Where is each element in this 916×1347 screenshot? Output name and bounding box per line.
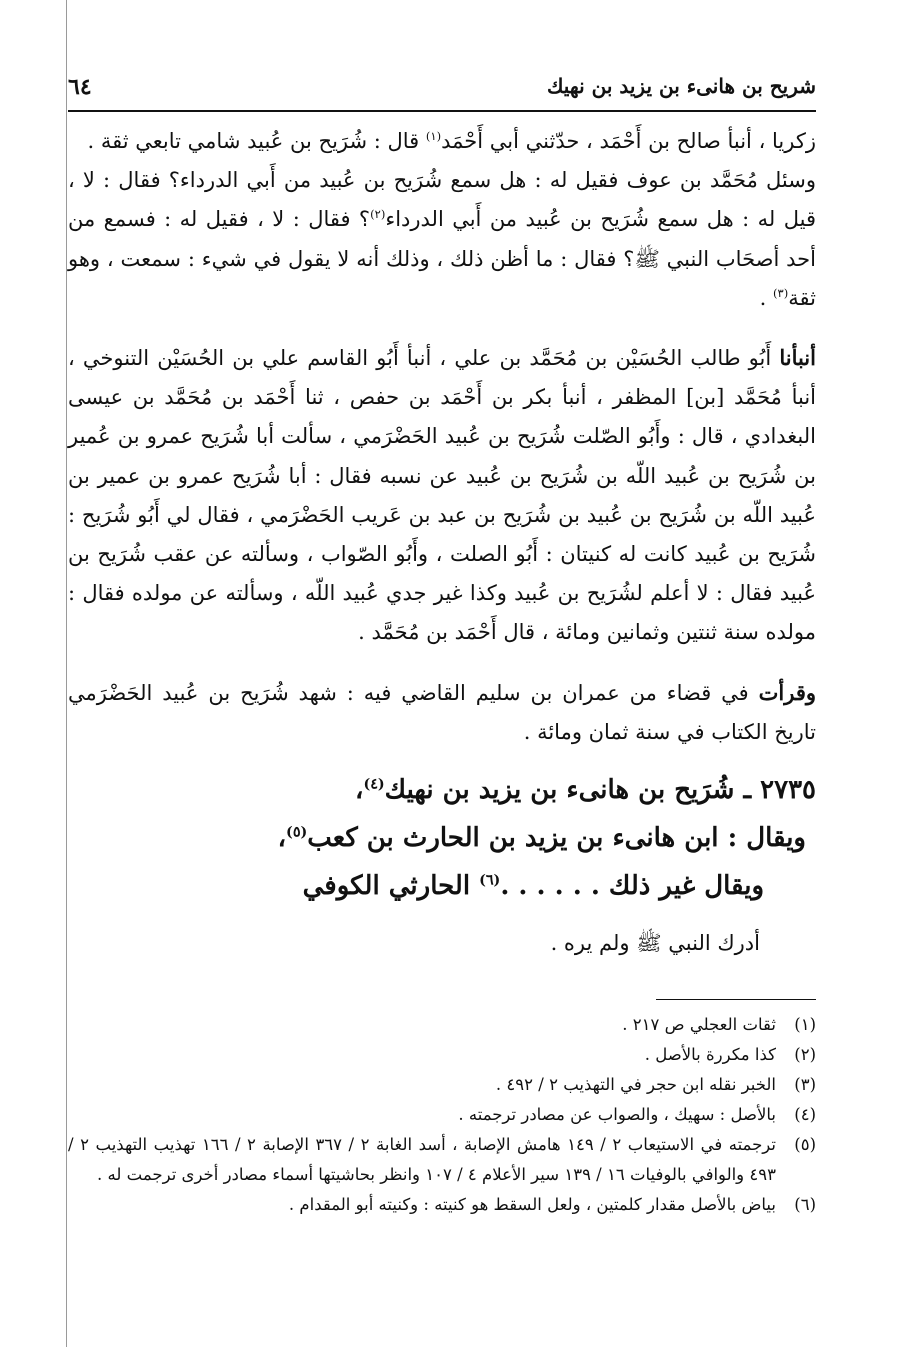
footnote-item [68, 1130, 816, 1190]
footnote-item [68, 1070, 816, 1100]
paragraph-4 [68, 673, 816, 752]
footnote-ref-5: (٥) [286, 824, 308, 841]
footnote-item [68, 1010, 816, 1040]
footnote-ref-2: (٢) [370, 207, 386, 222]
page-header [68, 70, 816, 112]
footnote-text: ثقات العجلي ص ٢١٧ . [622, 1015, 776, 1035]
entry-text: أدرك النبي ﷺ ولم يره . [550, 931, 760, 956]
footnote-number: (٢) [794, 1045, 816, 1065]
paragraph-3 [68, 338, 816, 653]
entry-nisba: الحارثي الكوفي [302, 871, 480, 902]
entry-heading-line-3 [68, 862, 816, 910]
book-page [68, 70, 816, 1220]
footnote-number: (٣) [794, 1075, 816, 1095]
footnote-ref-3: (٣) [773, 285, 789, 300]
footnote-number: (١) [794, 1015, 816, 1035]
page-number: ٦٤ [68, 74, 92, 100]
entry-line-3-text: ويقال غير ذلك . . . . . . [500, 871, 764, 902]
entry-line-1-end: ، [355, 775, 364, 806]
footnote-number: (٦) [794, 1195, 816, 1215]
footnote-number: (٤) [794, 1105, 816, 1125]
entry-heading-line-2 [68, 814, 816, 862]
footnote-text: بالأصل : سهيك ، والصواب عن مصادر ترجمته . [458, 1105, 776, 1125]
paragraph-4-lead: وقرأت [758, 679, 816, 705]
entry-heading-line-1 [68, 766, 816, 814]
paragraph-4-text: في قضاء من عمران بن سليم القاضي فيه : شهد شُرَيح بن عُبيد الحَضْرَمي تاريخ الكتاب في سنة ثمان ومائة . [68, 680, 816, 744]
footnote-text: ترجمته في الاستيعاب ٢ / ١٤٩ هامش الإصابة ، أسد الغابة ٢ / ٣٦٧ الإصابة ٢ / ١٦٦ تهذيب التهذيب ٢ / ٤٩٣ والوافي بالوفيات ١٦ / ١٣٩ سير الأعلام ٤ / ١٠٧ وانظر بحاشيتها أسماء مصادر أخرى ترجمت له . [68, 1135, 776, 1185]
footnote-text: بياض بالأصل مقدار كلمتين ، ولعل السقط هو كنيته : وكنيته أبو المقدام . [288, 1195, 776, 1215]
footnote-text: كذا مكررة بالأصل . [644, 1045, 776, 1065]
paragraph-3-lead: أنبأنا [779, 345, 816, 371]
scan-edge-line [66, 0, 67, 1347]
footnotes [68, 1010, 816, 1220]
paragraph-2-text-a: وسئل مُحَمَّد بن عوف فقيل له : هل سمع شُرَيح بن عُبيد من أَبي الدرداء؟ فقال : لا ، قيل له : هل سمع شُرَيح بن عُبيد من أَبي الدرداء [68, 168, 816, 232]
paragraph-1-tail: قال : شُرَيح بن عُبيد شامي تابعي ثقة . [87, 129, 426, 153]
entry-alt-name: ويقال : ابن هانىء بن يزيد بن الحارث بن كعب [307, 823, 806, 854]
footnote-ref-1: (١) [425, 129, 442, 143]
footnote-ref-4: (٤) [363, 776, 385, 793]
footnote-item [68, 1190, 816, 1220]
main-text [68, 122, 816, 752]
footnote-text: الخبر نقله ابن حجر في التهذيب ٢ / ٤٩٢ . [495, 1075, 776, 1095]
paragraph-2 [68, 161, 816, 318]
paragraph-1-text: زكريا ، أنبأ صالح بن أَحْمَد ، حدّثني أبي أَحْمَد [441, 129, 816, 153]
paragraph-2-text-c: . [759, 285, 774, 310]
entry-line-2-end: ، [277, 823, 287, 854]
paragraph-1 [68, 122, 816, 161]
paragraph-2-text-b: ؟ فقال : لا ، فقيل له : فسمع من أحد أصحَاب النبي ﷺ؟ فقال : ما أظن ذلك ، وذلك أنه لا يقول في شيء : سمعت ، وهو ثقة [68, 207, 816, 310]
footnote-ref-6: (٦) [479, 872, 501, 889]
paragraph-3-text: أَبُو طالب الحُسَيْن بن مُحَمَّد بن علي ، أنبأ أَبُو القاسم علي بن الحُسَيْن التنوخي ، أنبأ مُحَمَّد [بن] المظفر ، أنبأ بكر بن أَحْمَد بن حفص ، ثنا أَحْمَد بن مُحَمَّد بن عيسى البغدادي ، قال : وأَبُو الصّلت شُرَيح بن عُبيد الحَضْرَمي ، سألت أبا شُرَيح عمرو بن عُمير بن شُرَيح بن عُبيد اللّه بن شُرَيح بن عُبيد عن نسبه فقال : أبا شُرَيح عمرو بن عمير بن عُبيد اللّه بن شُرَيح بن عُبيد بن شُرَيح بن عبد بن عَريب الحَضْرَمي ، فقال لي أَبُو شُرَيح : شُرَيح بن عُبيد كانت له كنيتان : أَبُو الصلت ، وأَبُو الصّواب ، وسألته عن عقب شُرَيح بن عُبيد فقال : لا أعلم لشُرَيح بن عُبيد وكذا غير جدي عُبيد اللّه ، وسألته عن مولده فقال : مولده سنة ثنتين وثمانين ومائة ، قال أَحْمَد بن مُحَمَّد . [68, 346, 816, 645]
footnote-number: (٥) [794, 1135, 816, 1155]
footnote-separator [656, 999, 816, 1000]
footnote-item [68, 1100, 816, 1130]
running-title: شريح بن هانىء بن يزيد بن نهيك [546, 74, 816, 98]
biography-entry-heading [68, 766, 816, 910]
entry-name: ٢٧٣٥ ـ شُرَيح بن هانىء بن يزيد بن نهيك [384, 775, 816, 806]
footnote-item [68, 1040, 816, 1070]
